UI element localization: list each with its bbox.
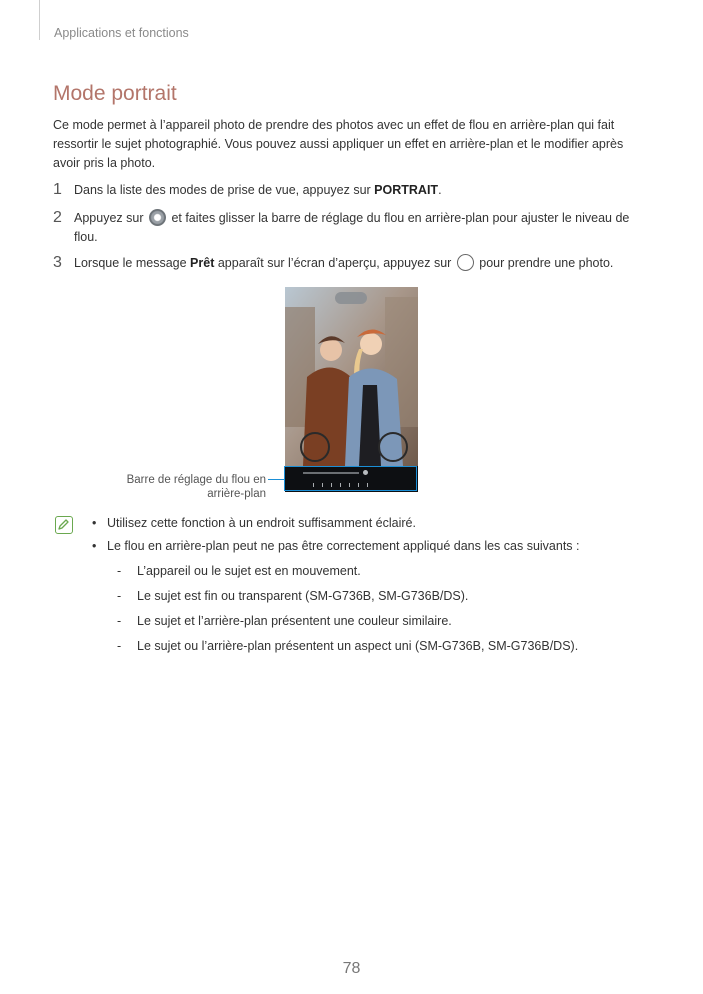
blur-adjust-icon [149,209,166,226]
slider-handle[interactable] [363,470,368,475]
dash-marker: - [117,614,122,628]
ready-message-pill [335,292,367,304]
bullet-marker: • [92,516,97,530]
slider-tick [313,483,314,487]
step-3 [53,254,653,273]
step-text-part: et faites glisser la barre de réglage du flou en arrière-plan pour ajuster le niveau de flou. [74,211,630,244]
slider-tick [331,483,332,487]
note-sub-item-text: Le sujet ou l’arrière-plan présentent un aspect uni (SM-G736B, SM-G736B/DS). [137,639,579,653]
note-sub-item [117,587,657,605]
page-number: 78 [342,960,361,977]
shutter-icon [457,254,474,271]
slider-track [303,472,359,474]
step-number: 1 [53,181,62,198]
slider-tick [340,483,341,487]
step-number: 2 [53,209,62,226]
note-pencil-icon [55,516,73,534]
step-text-part: . [438,183,442,197]
slider-tick [349,483,350,487]
step-keyword: Prêt [190,256,215,270]
note-bullet-text: Utilisez cette fonction à un endroit suffisamment éclairé. [107,516,416,530]
background-blur-slider[interactable] [284,466,417,491]
callout-leader-line [268,479,284,480]
note-sub-item [117,637,657,655]
slider-tick [367,483,368,487]
section-header: Applications et fonctions [54,26,189,40]
step-text [74,254,653,273]
slider-tick [358,483,359,487]
step-number: 3 [53,254,62,271]
portrait-preview-image [285,287,418,466]
step-text-part: Lorsque le message [74,256,191,270]
note-bullet-text: Le flou en arrière-plan peut ne pas être correctement appliqué dans les cas suivants : [107,539,580,553]
intro-paragraph: Ce mode permet à l’appareil photo de prendre des photos avec un effet de flou en arrière-plan qui fait ressortir le sujet photographié. Vous pouvez aussi appliquer un effet en arrière-plan et le modifier après avoir pris la photo. [53,118,624,170]
dash-marker: - [117,589,122,603]
note-sub-item [117,562,657,580]
note-sub-item-text: Le sujet et l’arrière-plan présentent une couleur similaire. [137,614,452,628]
note-sub-item [117,612,657,630]
dash-marker: - [117,639,122,653]
header-rule [39,0,40,40]
step-text-part: apparaît sur l’écran d’aperçu, appuyez sur [214,256,455,270]
note-sub-item-text: L’appareil ou le sujet est en mouvement. [137,564,361,578]
step-text-part: Appuyez sur [74,211,147,225]
slider-tick [322,483,323,487]
step-keyword: PORTRAIT [374,183,439,197]
step-text-part: pour prendre une photo. [475,256,614,270]
step-2 [53,209,653,247]
phone-screenshot [285,287,418,492]
note-sub-item-text: Le sujet est fin ou transparent (SM-G736B, SM-G736B/DS). [137,589,469,603]
note-bullet [92,514,652,532]
step-1 [53,181,653,200]
bullet-marker: • [92,539,97,553]
dash-marker: - [117,564,122,578]
page-title: Mode portrait [53,82,177,105]
figure-callout: Barre de réglage du flou en arrière-plan [126,474,266,500]
step-text-part: Dans la liste des modes de prise de vue, appuyez sur [74,183,375,197]
step-text [74,209,653,247]
note-bullet [92,537,652,555]
step-text [74,181,653,200]
